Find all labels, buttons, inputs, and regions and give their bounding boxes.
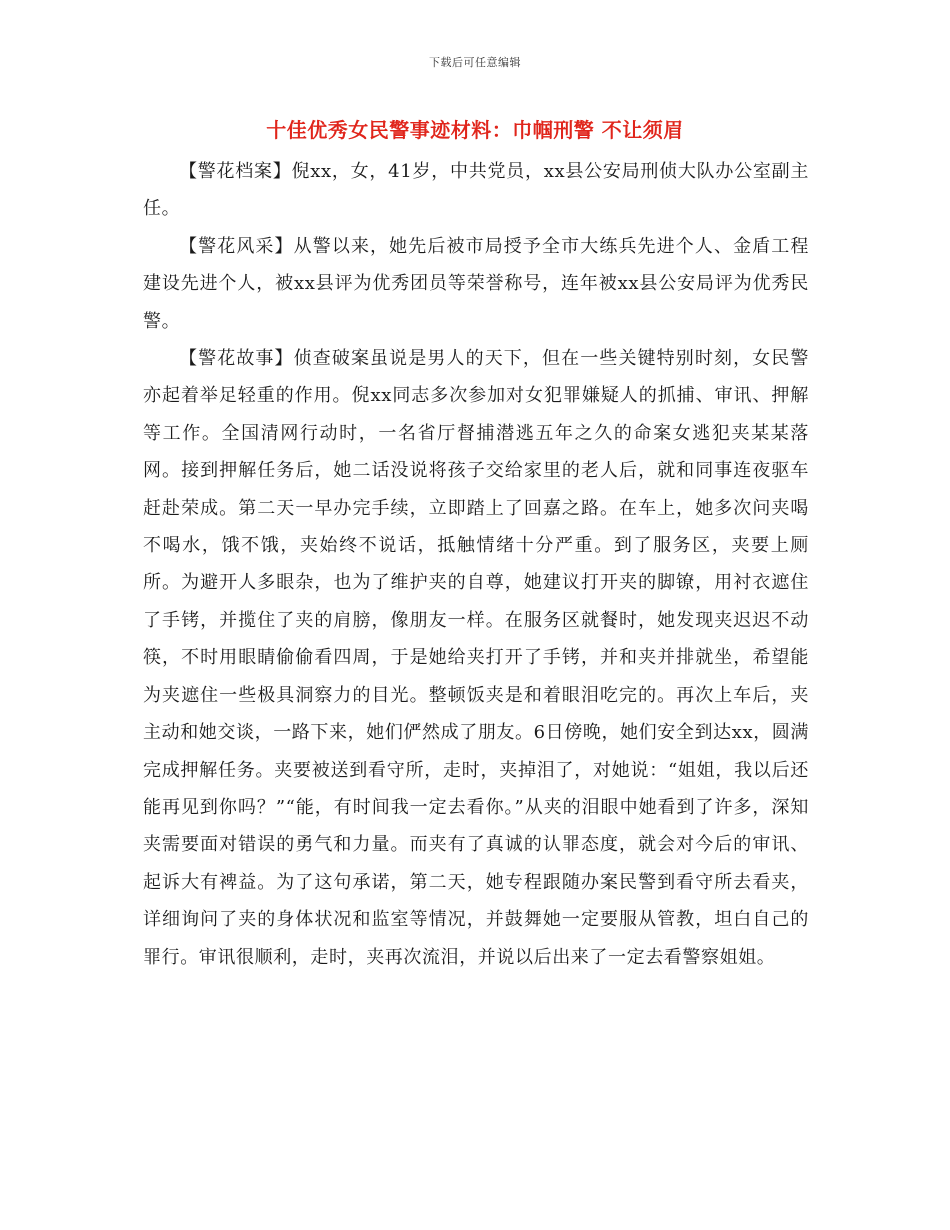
paragraph-honors: 【警花风采】从警以来，她先后被市局授予全市大练兵先进个人、金盾工程建设先进个人，被xx县评为优秀团员等荣誉称号，连年被xx县公安局评为优秀民警。: [143, 235, 809, 332]
paragraph-story: 【警花故事】侦查破案虽说是男人的天下，但在一些关键特别时刻，女民警亦起着举足轻重的作用。倪xx同志多次参加对女犯罪嫌疑人的抓捕、审讯、押解等工作。全国清网行动时，一名省厅督捕潜逃五年之久的命案女逃犯夹某某落网。接到押解任务后，她二话没说将孩子交给家里的老人后，就和同事连夜驱车赶赴荣成。第二天一早办完手续，立即踏上了回嘉之路。在车上，她多次问夹喝不喝水，饿不饿，夹始终不说话，抵触情绪十分严重。到了服务区，夹要上厕所。为避开人多眼杂，也为了维护夹的自尊，她建议打开夹的脚镣，用衬衣遮住了手铐，并揽住了夹的肩膀，像朋友一样。在服务区就餐时，她发现夹迟迟不动筷，不时用眼睛偷偷看四周，于是她给夹打开了手铐，并和夹并排就坐，希望能为夹遮住一些极具洞察力的目光。整顿饭夹是和着眼泪吃完的。再次上车后，夹主动和她交谈，一路下来，她们俨然成了朋友。6日傍晚，她们安全到达xx，圆满完成押解任务。夹要被送到看守所，走时，夹掉泪了，对她说：“姐姐，我以后还能再见到你吗？”“能，有时间我一定去看你。”从夹的泪眼中她看到了许多，深知夹需要面对错误的勇气和力量。而夹有了真诚的认罪态度，就会对今后的审讯、起诉大有裨益。为了这句承诺，第二天，她专程跟随办案民警到看守所去看夹，详细询问了夹的身体状况和监室等情况，并鼓舞她一定要服从管教，坦白自己的罪行。审讯很顺利，走时，夹再次流泪，并说以后出来了一定去看警察姐姐。: [143, 348, 809, 968]
document-title: 十佳优秀女民警事迹材料：巾帼刑警 不让须眉: [266, 118, 684, 142]
header-note: 下载后可任意编辑: [429, 56, 521, 69]
paragraph-profile: 【警花档案】倪xx，女，41岁，中共党员，xx县公安局刑侦大队办公室副主任。: [143, 161, 809, 220]
document-body: [143, 153, 809, 976]
